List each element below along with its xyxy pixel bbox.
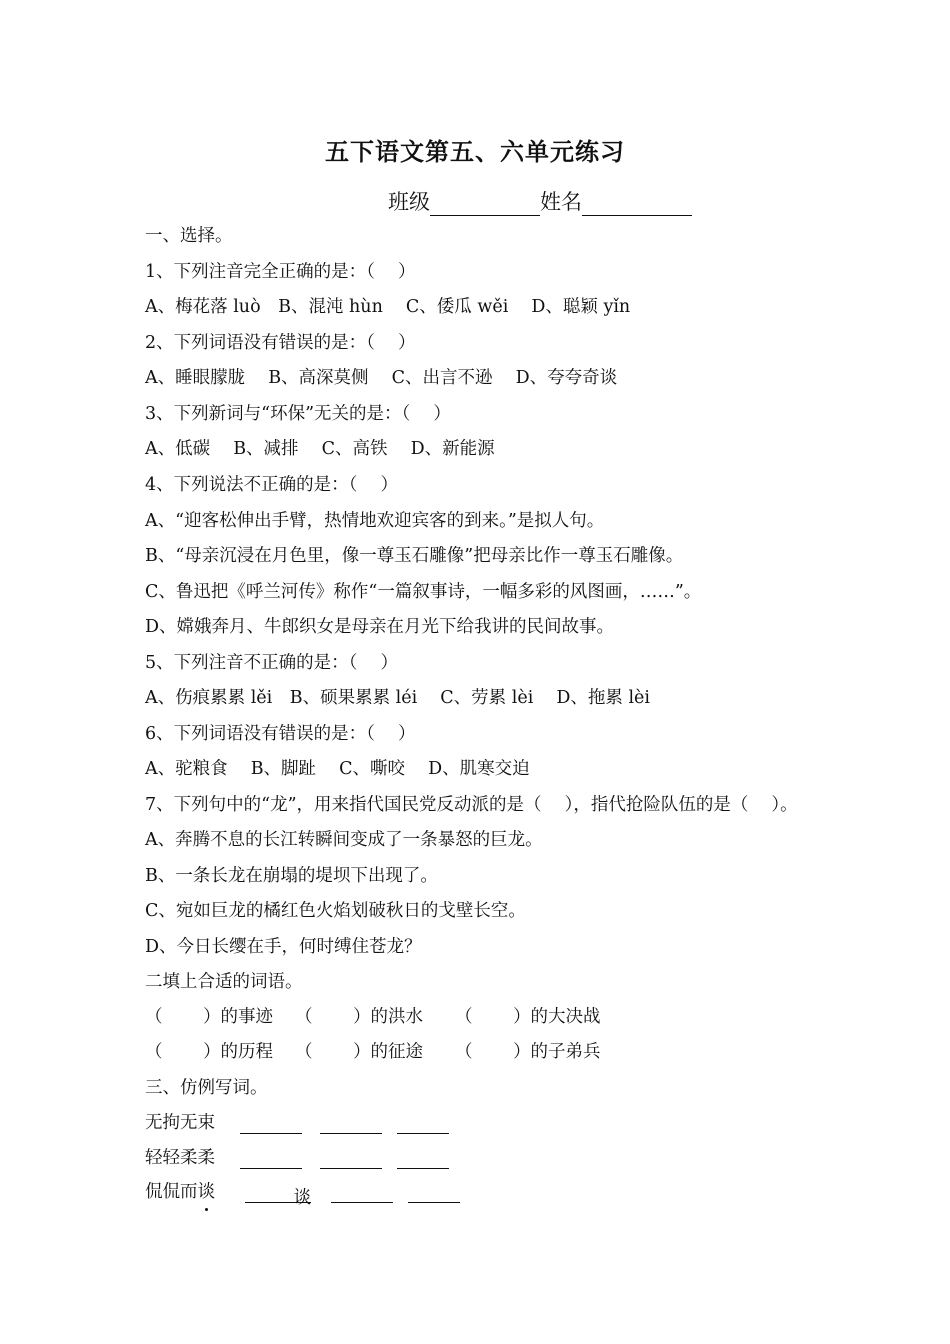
- answer-blank[interactable]: [320, 1150, 382, 1169]
- text-line: 1、下列注音完全正确的是：（ ）: [145, 262, 416, 282]
- text-line: A、驼粮食 B、脚趾 C、嘶咬 D、肌寒交迫: [145, 759, 530, 779]
- text-line: 2、下列词语没有错误的是：（ ）: [145, 333, 416, 353]
- fill-item: （ ）的洪水: [295, 1007, 424, 1027]
- fill-row: [145, 1003, 601, 1028]
- fill-item: （ ）的子弟兵: [455, 1042, 601, 1062]
- text-line: A、低碳 B、减排 C、高铁 D、新能源: [145, 439, 495, 459]
- fill-item: （ ）的历程: [145, 1042, 274, 1062]
- text-line: 一、选择。: [145, 226, 233, 246]
- text-line: 6、下列词语没有错误的是：（ ）: [145, 724, 416, 744]
- example-word: 轻轻柔柔: [145, 1148, 215, 1168]
- fill-item: （ ）的大决战: [455, 1007, 601, 1027]
- text-line: A、睡眼朦胧 B、高深莫侧 C、出言不逊 D、夸夸奇谈: [145, 368, 618, 388]
- text-line: A、奔腾不息的长江转瞬间变成了一条暴怒的巨龙。: [145, 830, 543, 850]
- text-line: 7、下列句中的“龙”，用来指代国民党反动派的是（ ），指代抢险队伍的是（ ）。: [145, 795, 798, 815]
- page-title: 五下语文第五、六单元练习: [325, 138, 625, 166]
- example-row: [145, 1144, 449, 1169]
- section-three-heading: 三、仿例写词。: [145, 1078, 268, 1098]
- name-blank[interactable]: [582, 193, 692, 216]
- text-line: 二填上合适的词语。: [145, 972, 303, 992]
- fill-row: [145, 1038, 601, 1063]
- text-line: D、嫦娥奔月、牛郎织女是母亲在月光下给我讲的民间故事。: [145, 617, 615, 637]
- text-line: 3、下列新词与“环保”无关的是：（ ）: [145, 404, 451, 424]
- text-line: D、今日长缨在手，何时缚住苍龙？: [145, 937, 422, 957]
- student-info: [388, 186, 692, 216]
- text-line: B、“母亲沉浸在月色里，像一尊玉石雕像”把母亲比作一尊玉石雕像。: [145, 546, 684, 566]
- text-line: B、一条长龙在崩塌的堤坝下出现了。: [145, 866, 438, 886]
- answer-blank[interactable]: [320, 1115, 382, 1134]
- class-blank[interactable]: [430, 193, 540, 216]
- example-row: [145, 1109, 449, 1134]
- class-label: 班级: [388, 190, 430, 214]
- answer-blank[interactable]: [240, 1150, 302, 1169]
- emphasis-char: 谈: [197, 1182, 215, 1202]
- example-word: [145, 1178, 245, 1203]
- example-row: [145, 1178, 460, 1208]
- example-hint: 谈: [293, 1188, 311, 1208]
- answer-blank[interactable]: [397, 1150, 449, 1169]
- answer-blank[interactable]: [245, 1184, 311, 1208]
- answer-blank[interactable]: [408, 1184, 460, 1203]
- text-line: A、“迎客松伸出手臂，热情地欢迎宾客的到来。”是拟人句。: [145, 511, 605, 531]
- text-line: C、鲁迅把《呼兰河传》称作“一篇叙事诗，一幅多彩的风图画，……”。: [145, 582, 702, 602]
- example-word-head: 侃侃而: [145, 1182, 198, 1202]
- answer-blank[interactable]: [331, 1184, 393, 1203]
- name-label: 姓名: [540, 190, 582, 214]
- answer-blank[interactable]: [397, 1115, 449, 1134]
- text-line: A、伤痕累累 lěi B、硕果累累 léi C、劳累 lèi D、拖累 lèi: [145, 688, 650, 708]
- text-line: A、梅花落 luò B、混沌 hùn C、倭瓜 wěi D、聪颖 yǐn: [145, 297, 631, 317]
- fill-item: （ ）的征途: [295, 1042, 424, 1062]
- fill-item: （ ）的事迹: [145, 1007, 274, 1027]
- text-line: 5、下列注音不正确的是：（ ）: [145, 653, 398, 673]
- example-word: 无拘无束: [145, 1113, 215, 1133]
- text-line: 4、下列说法不正确的是：（ ）: [145, 475, 398, 495]
- answer-blank[interactable]: [240, 1115, 302, 1134]
- text-line: C、宛如巨龙的橘红色火焰划破秋日的戈壁长空。: [145, 901, 526, 921]
